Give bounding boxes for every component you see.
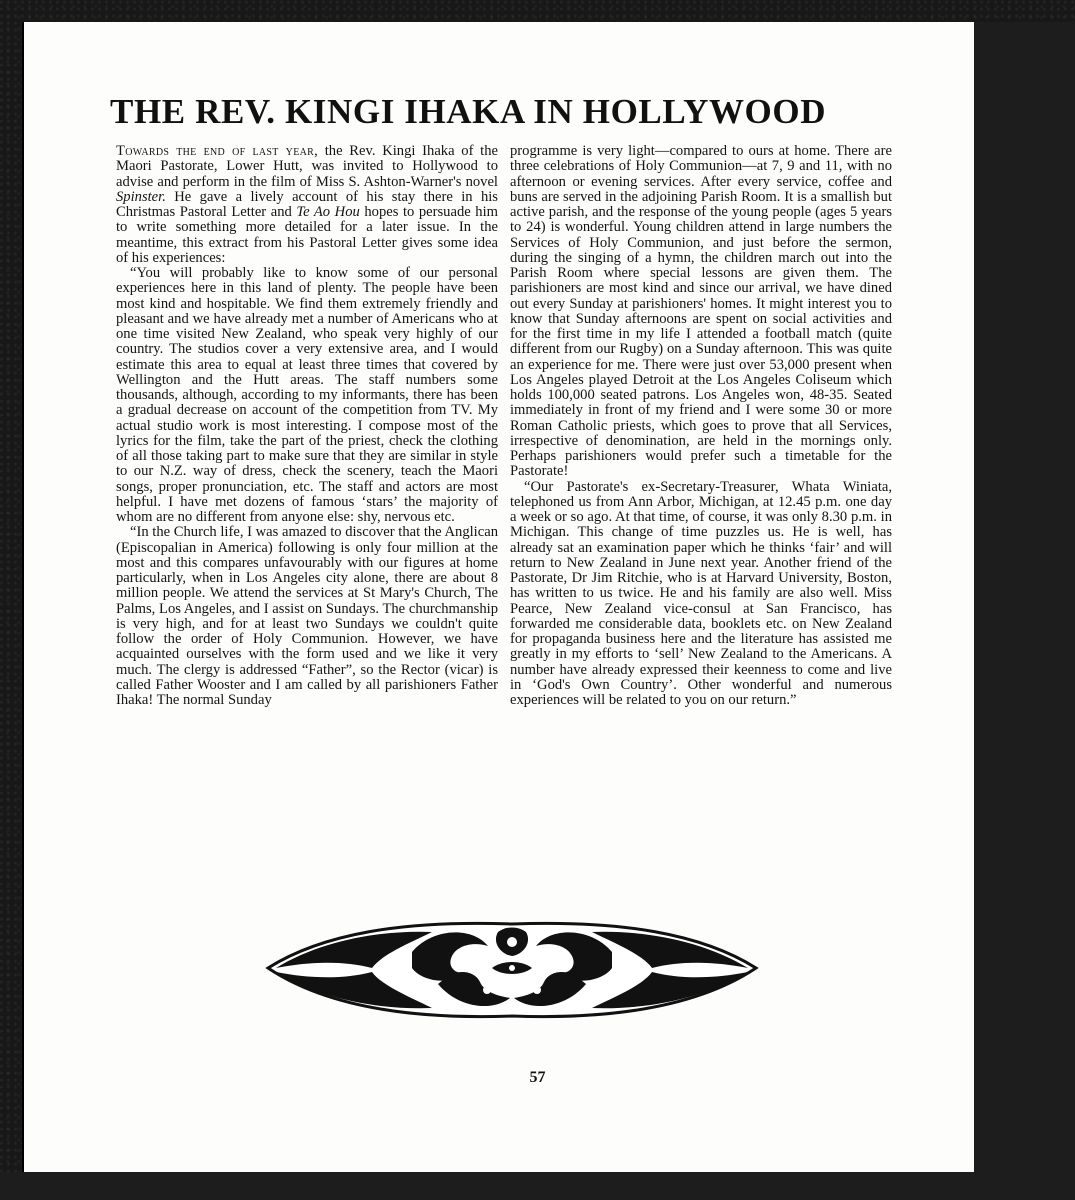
article-title: THE REV. KINGI IHAKA IN HOLLYWOOD [110,92,827,131]
left-column [116,144,498,708]
letter-paragraph-church: “In the Church life, I was amazed to discover that the Anglican (Episcopalian in America) following is only four million at the most and this compares unfavourably with our figures at home particularly, when in Los Angeles city alone, there are about 8 million people. We attend the services at St Mary's Church, The Palms, Los Angeles, and I assist on Sundays. The churchmanship is very high, and for at least two Sundays we couldn't quite follow the order of Holy Communion. However, we have acquainted ourselves with the form used and we like it very much. The clergy is addressed “Father”, so the Rector (vicar) is called Father Wooster and I am called by all parishioners Father Ihaka! The normal Sunday [116,524,498,708]
intro-text-end: hopes to persuade him to write something more detailed for a later issue. In the meantime, this extract from his Pastoral Letter gives some idea of his experiences: [116,204,498,266]
magazine-name: Te Ao Hou [296,204,360,220]
intro-paragraph [116,144,498,266]
maori-kowhaiwhai-scroll-icon [262,912,762,1032]
letter-paragraph-hollywood: “You will probably like to know some of our personal experiences here in this land of plenty. The people have been most kind and hospitable. We find them extremely friendly and pleasant and we have already met a number of Americans who at one time visited New Zealand, who speak very highly of our country. The studios cover a very extensive area, and I would estimate this area to equal at least three times that covered by Wellington and the Hutt areas. The staff numbers some thousands, although, according to my informants, there has been a gradual decrease on account of the competition from TV. My actual studio work is most interesting. I compose most of the lyrics for the film, take the part of the priest, check the clothing of all those taking part to make sure that they are similar in style to our N.Z. way of dress, check the scenery, teach the Maori songs, proper pronunciation, etc. The staff and actors are most helpful. I have met dozens of famous ‘stars’ the majority of whom are no different from anyone else: shy, nervous etc. [116,265,498,525]
intro-text-mid: He gave a lively account of his stay there in his Christmas Pastoral Letter and [116,188,498,220]
intro-text: the Rev. Kingi Ihaka of the Maori Pastorate, Lower Hutt, was invited to Hollywood to advise and perform in the film of Miss S. Ashton-Warner's novel [116,143,498,190]
scan-bottom-margin [0,1172,1075,1200]
right-column [510,144,892,708]
scan-right-margin [974,22,1075,1200]
novel-title: Spinster. [116,188,166,205]
page-number: 57 [529,1069,546,1086]
letter-paragraph-sunday: programme is very light—compared to ours at home. There are three celebrations of Holy Communion—at 7, 9 and 11, with no afternoon or evening services. After every service, coffee and buns are served in the adjoining Parish Room. It is a smallish but active parish, and the response of the young people (ages 5 years to 24) is wonderful. Young children attend in large numbers the Services of Holy Communion, and just before the sermon, during the singing of a hymn, the children march out into the Parish Room where special lessons are given them. The parishioners are most kind and since our arrival, we have dined out every Sunday at parishioners' homes. It might interest you to know that Sunday afternoons are spent on social activities and for the first time in my life I attended a football match (quite different from our Rugby) on a Sunday afternoon. This was quite an experience for me. There were just over 53,000 present when Los Angeles played Detroit at the Los Angeles Coliseum which holds 100,000 seated patrons. Los Angeles won, 48-35. Seated immediately in front of my friend and I were some 30 or more Roman Catholic priests, which goes to prove that all Services, irrespective of denomination, are held in the mornings only. Perhaps parishioners would prefer such a timetable for the Pastorate! [510,143,892,480]
lead-in-text: Towards the end of last year, [116,143,319,159]
letter-paragraph-pastorate: “Our Pastorate's ex-Secretary-Treasurer, Whata Winiata, telephoned us from Ann Arbor, Michigan, at 12.45 p.m. one day a week or so ago. At that time, of course, it was only 8.30 p.m. in Michigan. This change of time puzzles us. He is well, has already sat an examination paper which he thinks ‘fair’ and will return to New Zealand in June next year. Another friend of the Pastorate, Dr Jim Ritchie, who is at Harvard University, Boston, has written to us twice. He and his family are also well. Miss Pearce, New Zealand vice-consul at San Francisco, has forwarded me considerable data, booklets etc. on New Zealand for propaganda business here and the literature has assisted me greatly in my efforts to ‘sell’ New Zealand to the Americans. A number have already expressed their keenness to come and live in ‘God's Own Country’. Other wonderful and numerous experiences will be related to you on our return.” [510,478,892,708]
